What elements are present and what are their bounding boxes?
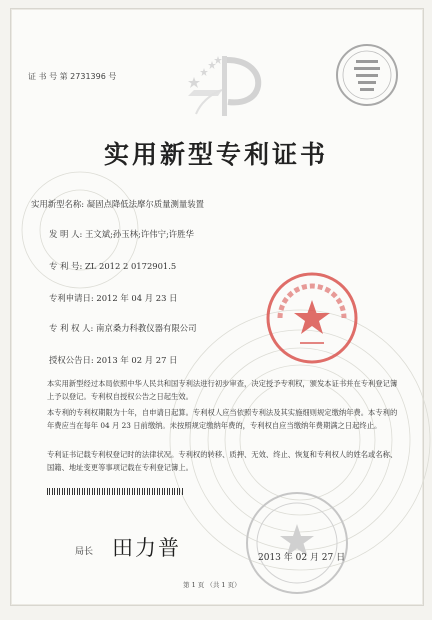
certificate-title: 实用新型专利证书 (103, 140, 328, 169)
field-grant-date (49, 354, 177, 366)
certificate-number (28, 71, 116, 82)
filing-date-value: 2012 年 04 月 23 日 (96, 293, 178, 303)
director-signature: 田力普 (112, 536, 181, 560)
paragraph-3: 专利证书记载专利权登记时的法律状况。专利权的转移、质押、无效、终止、恢复和专利权人的姓名或名称、国籍、地址变更等事项记载在专利登记簿上。 (47, 450, 398, 472)
field-inventors (49, 228, 194, 240)
inventors-label: 发 明 人: (49, 229, 83, 239)
director-label: 局长 (75, 547, 94, 557)
patent-office-emblem (178, 50, 268, 120)
utility-name-value: 凝固点降低法摩尔质量测量装置 (86, 199, 204, 209)
paragraph-1: 本实用新型经过本局依照中华人民共和国专利法进行初步审查，决定授予专利权，颁发本证书并在专利登记簿上予以登记。专利权自授权公告之日起生效。 (47, 379, 398, 401)
signature-date: 2013 年 02 月 27 日 (258, 553, 346, 563)
page-footer: 第 1 页 （共 1 页） (183, 581, 241, 589)
patentee-value: 南京桑力科教仪器有限公司 (95, 323, 197, 333)
filing-date-label: 专利申请日: (49, 293, 94, 303)
utility-name-label: 实用新型名称: (31, 199, 85, 209)
inventors-value: 王文斌;孙玉林;许伟宁;许胜华 (84, 229, 194, 239)
patent-number-value: ZL 2012 2 0172901.5 (84, 261, 177, 271)
company-seal (264, 270, 360, 366)
field-utility-name (31, 198, 204, 210)
cert-no-value: 第 2731396 号 (59, 72, 117, 81)
office-seal-top-right (334, 42, 400, 108)
field-filing-date (49, 292, 177, 304)
office-seal-bottom (242, 488, 352, 598)
field-patent-number (49, 260, 176, 272)
barcode (47, 488, 183, 495)
cert-no-label: 证 书 号 (28, 72, 58, 81)
field-patentee (49, 322, 196, 334)
patentee-label: 专 利 权 人: (49, 323, 94, 333)
paragraph-2: 本专利的专利权期限为十年，自申请日起算。专利权人应当依照专利法及其实施细则规定缴纳年费。本专利的年费应当在每年 04 月 23 日前缴纳。未按照规定缴纳年费的，专利权自应当缴纳年费期满之日起终止。 (47, 408, 398, 430)
patent-number-label: 专 利 号: (49, 261, 83, 271)
grant-date-value: 2013 年 02 月 27 日 (96, 355, 178, 365)
grant-date-label: 授权公告日: (49, 355, 94, 365)
